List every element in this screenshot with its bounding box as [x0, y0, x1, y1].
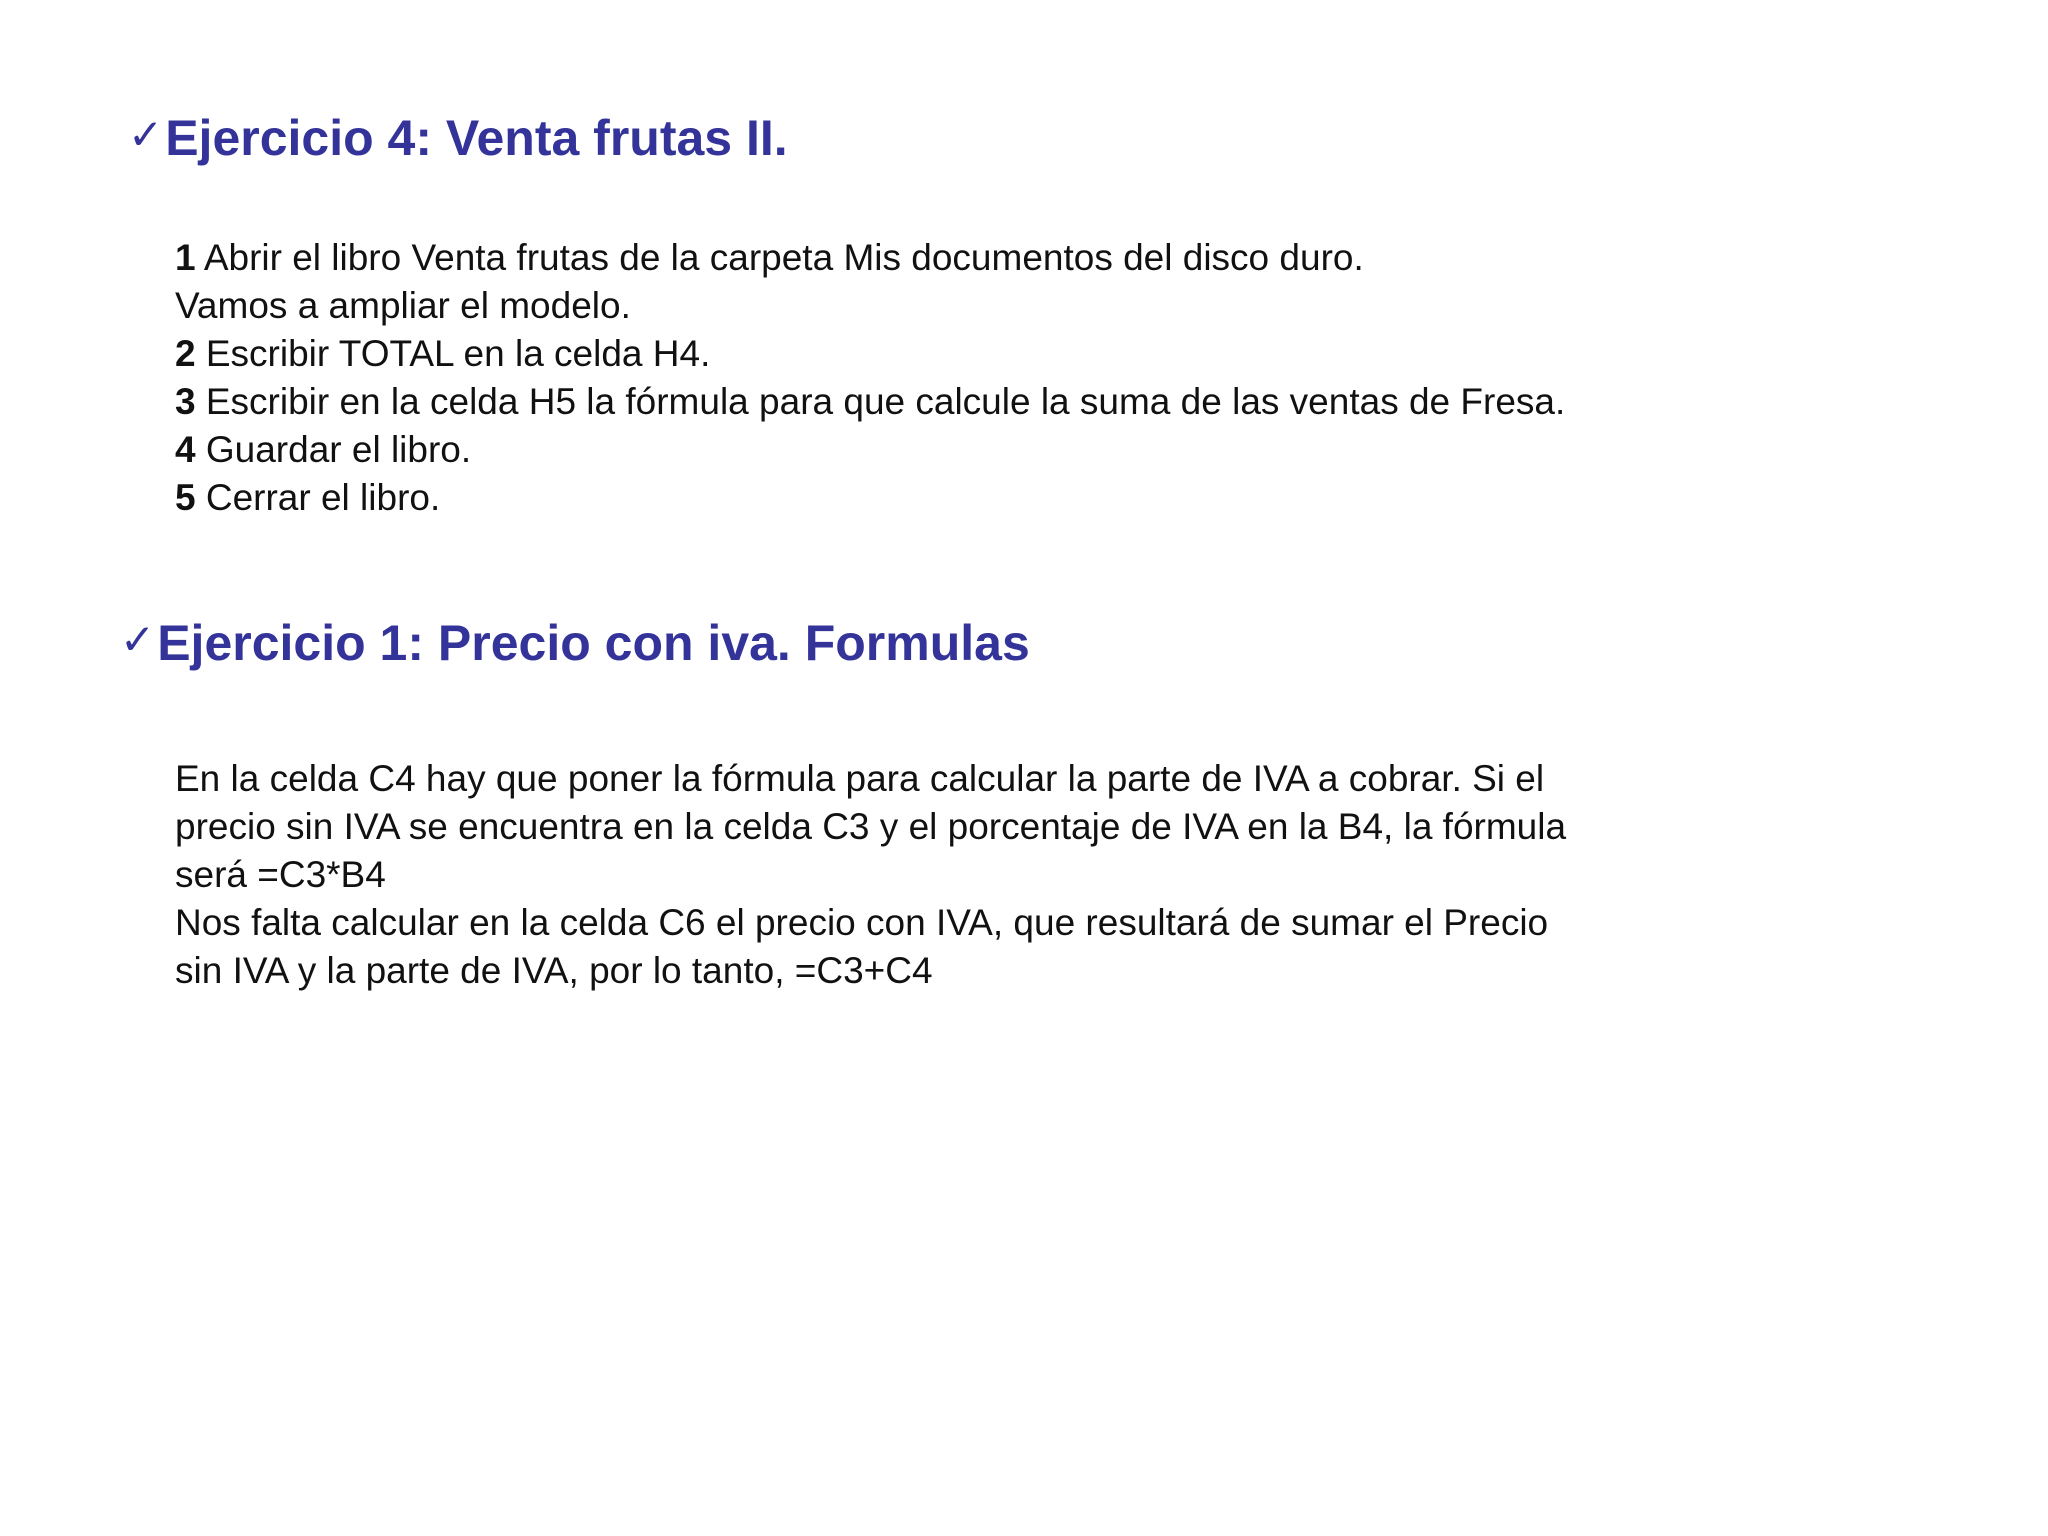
- step-number: 5: [175, 477, 196, 518]
- step-number: 3: [175, 381, 196, 422]
- step-text: Abrir el libro Venta frutas de la carpeta Mis documentos del disco duro.: [195, 237, 1364, 278]
- exercise-4-heading: [128, 105, 788, 168]
- step-text: Guardar el libro.: [195, 429, 472, 470]
- step-number: 4: [175, 429, 196, 470]
- exercise-4-title: Ejercicio 4: Venta frutas II.: [165, 110, 788, 166]
- step-text: Escribir en la celda H5 la fórmula para que calcule la suma de las ventas de Fresa.: [195, 381, 1566, 422]
- exercise-1-heading: [120, 610, 1030, 673]
- checkmark-icon: ✓: [120, 615, 156, 664]
- step-line: [175, 378, 1565, 426]
- exercise-1-paragraph: [175, 755, 1566, 995]
- step-line: [175, 282, 1565, 330]
- step-line: [175, 330, 1565, 378]
- step-number: 1: [175, 237, 196, 278]
- paragraph-line: precio sin IVA se encuentra en la celda C3 y el porcentaje de IVA en la B4, la fórmula: [175, 806, 1567, 847]
- paragraph-line: En la celda C4 hay que poner la fórmula para calcular la parte de IVA a cobrar. Si el: [175, 758, 1545, 799]
- paragraph-line: Nos falta calcular en la celda C6 el precio con IVA, que resultará de sumar el Precio: [175, 902, 1549, 943]
- step-line: [175, 426, 1565, 474]
- step-text: Escribir TOTAL en la celda H4.: [195, 333, 711, 374]
- step-text: Vamos a ampliar el modelo.: [175, 285, 631, 326]
- step-text: Cerrar el libro.: [195, 477, 441, 518]
- step-number: 2: [175, 333, 196, 374]
- step-line: [175, 234, 1565, 282]
- step-line: [175, 474, 1565, 522]
- paragraph-line: sin IVA y la parte de IVA, por lo tanto, =C3+C4: [175, 950, 933, 991]
- exercise-1-title: Ejercicio 1: Precio con iva. Formulas: [157, 615, 1030, 671]
- exercise-4-steps: [175, 234, 1565, 522]
- checkmark-icon: ✓: [128, 110, 164, 159]
- paragraph-line: será =C3*B4: [175, 854, 386, 895]
